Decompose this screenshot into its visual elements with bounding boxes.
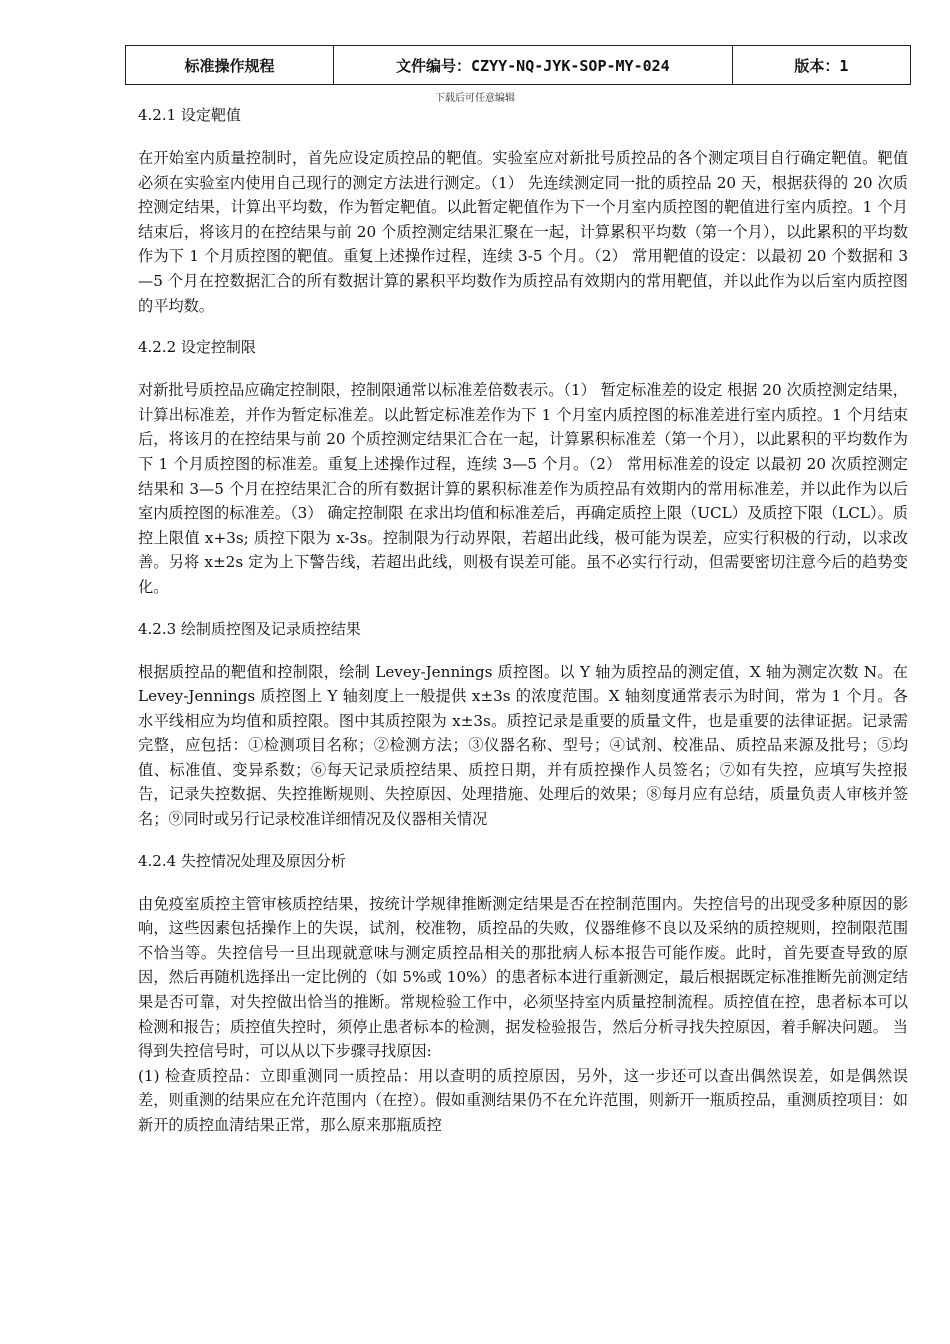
header-version: 版本：1 (732, 46, 910, 85)
section-paragraph-4-2-3: 根据质控品的靶值和控制限，绘制 Levey-Jennings 质控图。以 Y 轴为质控品的测定值，X 轴为测定次数 N。在 Levey-Jennings 质控图上 Y 轴刻度上一般提供 x±3s 的浓度范围。X 轴刻度通常表示为时间，常为 1 个月。各水平线相应为均值和质控限。图中其质控限为 x±3s。质控记录是重要的质量文件，也是重要的法律证据。记录需完整，应包括：①检测项目名称；②检测方法；③仪器名称、型号；④试剂、校准品、质控品来源及批号；⑤均值、标准值、变异系数；⑥每天记录质控结果、质控日期，并有质控操作人员签名；⑦如有失控，应填写失控报告，记录失控数据、失控推断规则、失控原因、处理措施、处理后的效果；⑧每月应有总结，质量负责人审核并签名；⑨同时或另行记录校准详细情况及仪器相关情况 (138, 662, 908, 829)
edit-note: 下载后可任意编辑 (435, 93, 515, 104)
header-doc-number: 文件编号：CZYY-NQ-JYK-SOP-MY-024 (333, 46, 732, 85)
document-body (138, 103, 908, 1138)
section-heading-4-2-1: 4.2.1 设定靶值 (138, 106, 241, 124)
section-paragraph-4-2-1: 在开始室内质量控制时，首先应设定质控品的靶值。实验室应对新批号质控品的各个测定项目自行确定靶值。靶值必须在实验室内使用自己现行的测定方法进行测定。（1） 先连续测定同一批的质控品 20 天，根据获得的 20 次质控测定结果，计算出平均数，作为暂定靶值。以此暂定靶值作为下一个月室内质控图的靶值进行室内质控。1 个月结束后，将该月的在控结果与前 20 个质控测定结果汇聚在一起，计算累积平均数（第一个月），以此累积的平均数作为下 1 个月质控图的靶值。重复上述操作过程，连续 3-5 个月。（2） 常用靶值的设定：以最初 20 个数据和 3—5 个月在控数据汇合的所有数据计算的累积平均数作为质控品有效期内的常用靶值，并以此作为以后室内质控图的平均数。 (138, 149, 908, 315)
section-heading-4-2-3: 4.2.3 绘制质控图及记录质控结果 (138, 619, 361, 638)
section-heading-4-2-2: 4.2.2 设定控制限 (138, 338, 256, 357)
section-heading-4-2-4: 4.2.4 失控情况处理及原因分析 (138, 851, 346, 870)
header-doc-type: 标准操作规程 (126, 46, 334, 85)
document-header-table (125, 45, 911, 85)
section-paragraph-4-2-2: 对新批号质控品应确定控制限，控制限通常以标准差倍数表示。（1） 暂定标准差的设定 根据 20 次质控测定结果，计算出标准差，并作为暂定标准差。以此暂定标准差作为下 1 个月室内质控图的标准差进行室内质控。1 个月结束后，将该月的在控结果与前 20 个质控测定结果汇合在一起，计算累积标准差（第一个月），以此累积的平均数作为下 1 个月质控图的标准差。重复上述操作过程，连续 3—5 个月。（2） 常用标准差的设定 以最初 20 次质控测定结果和 3—5 个月在控结果汇合的所有数据计算的累积标准差作为质控品有效期内的常用标准差，并以此作为以后室内质控图的标准差。（3） 确定控制限 在求出均值和标准差后，再确定质控上限（UCL）及质控下限（LCL）。质控上限值 x+3s; 质控下限为 x-3s。控制限为行动界限，若超出此线，极可能为误差，应实行积极的行动，以求改善。另将 x±2s 定为上下警告线，若超出此线，则极有误差可能。虽不必实行行动，但需要密切注意今后的趋势变化。 (138, 381, 908, 596)
section-paragraph-4-2-4: 由免疫室质控主管审核质控结果，按统计学规律推断测定结果是否在控制范围内。失控信号的出现受多种原因的影响，这些因素包括操作上的失误，试剂，校准物，质控品的失败，仪器维修不良以及采纳的质控规则，控制限范围不恰当等。失控信号一旦出现就意味与测定质控品相关的那批病人标本报告可能作废。此时，首先要查导致的原因，然后再随机选择出一定比例的（如 5%或 10%）的患者标本进行重新测定，最后根据既定标准推断先前测定结果是否可靠，对失控做出恰当的推断。常规检验工作中，必须坚持室内质量控制流程。质控值在控，患者标本可以检测和报告；质控值失控时，须停止患者标本的检测，据发检验报告，然后分析寻找失控原因，着手解决问题。 当得到失控信号时，可以从以下步骤寻找原因: (138, 894, 908, 1061)
section-paragraph-4-2-4-step1: (1) 检查质控品：立即重测同一质控品：用以查明的质控原因，另外，这一步还可以查出偶然误差，如是偶然误差，则重测的结果应在允许范围内（在控）。假如重测结果仍不在允许范围，则新开一瓶质控品，重测质控项目：如新开的质控血清结果正常，那么原来那瓶质控 (138, 1066, 908, 1134)
